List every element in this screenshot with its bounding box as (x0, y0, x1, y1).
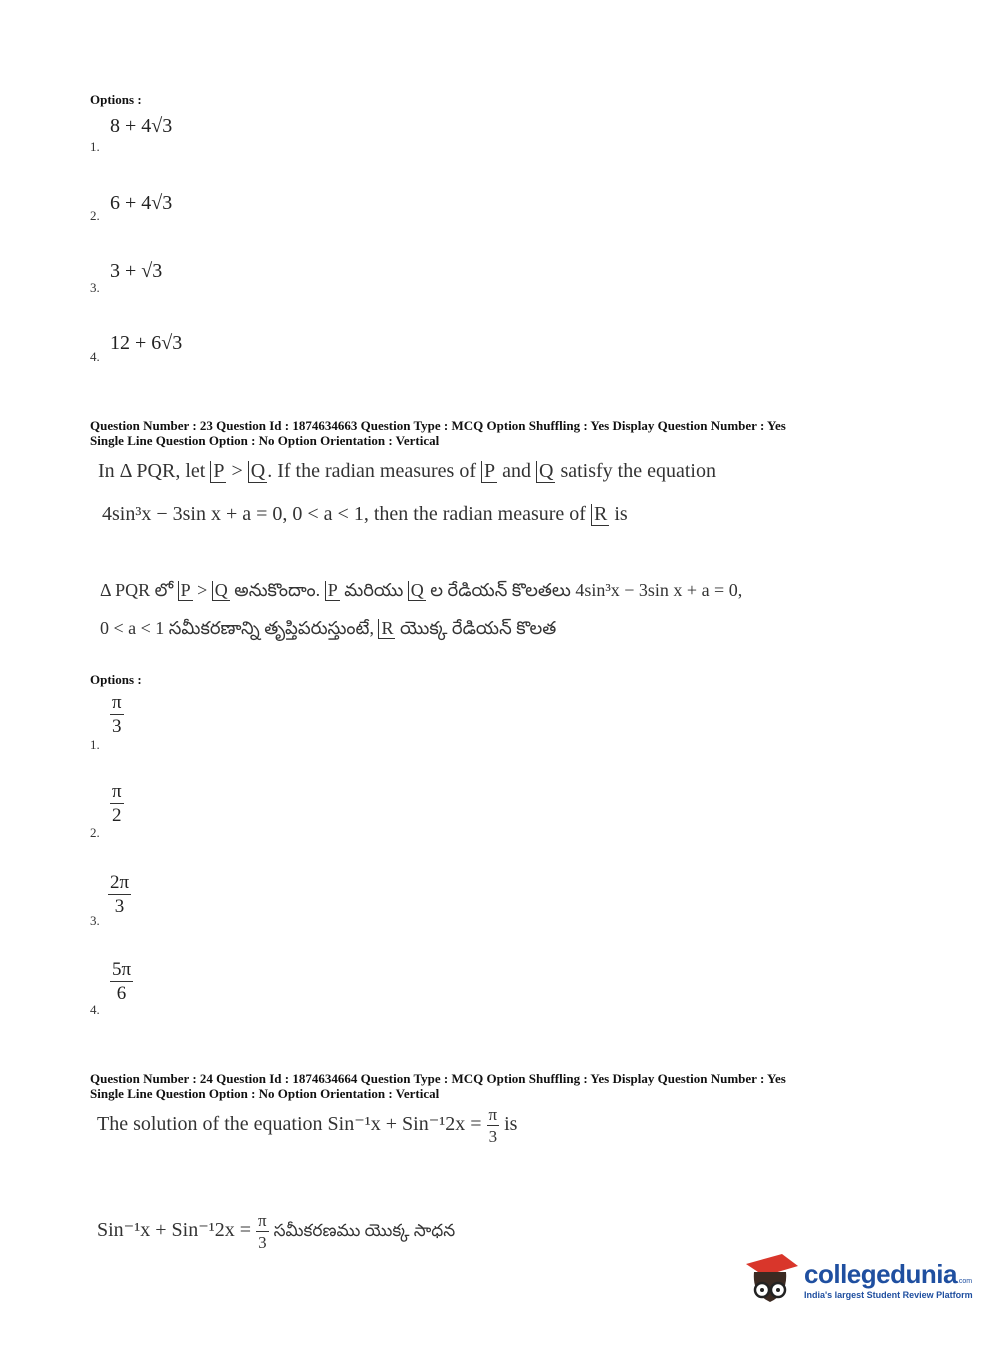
fraction-numerator: π (258, 1211, 267, 1230)
angle-q: Q (536, 461, 555, 483)
fraction-numerator: 5π (112, 959, 132, 980)
angle-p: P (325, 581, 340, 601)
option-value (108, 873, 131, 916)
option-value (110, 782, 124, 825)
fraction-numerator: π (112, 692, 122, 713)
angle-p: P (481, 461, 497, 483)
option-value: 6 + 4√3 (110, 192, 173, 214)
q-text-part: is (504, 1113, 518, 1136)
question-meta: Single Line Question Option : No Option Orientation : Vertical (90, 433, 440, 448)
q-text-part: satisfy the equation (560, 460, 716, 482)
mascot-icon (742, 1250, 800, 1308)
logo-tagline: India's largest Student Review Platform (804, 1289, 973, 1300)
question-text-telugu (100, 580, 742, 605)
angle-p: P (178, 581, 193, 601)
option-number: 4. (90, 349, 100, 364)
question-text-english (98, 460, 716, 483)
question-text-telugu-line2 (100, 618, 556, 643)
equation: 4sin³x − 3sin x + a = 0, (575, 580, 743, 600)
fraction-denominator: 3 (488, 1127, 498, 1146)
fraction-denominator: 3 (114, 896, 125, 917)
q-text-part: మరియు (344, 580, 404, 600)
q-text-part: ల రేడియన్ కొలతలు (430, 580, 571, 600)
option-value (110, 960, 133, 1003)
q-text-part: and (502, 460, 532, 482)
option-number: 3. (90, 280, 100, 295)
q-text-part: Δ PQR లో (100, 580, 174, 600)
q-text-part: is (614, 503, 628, 525)
question-text-telugu (97, 1212, 455, 1251)
question-text-english (97, 1106, 517, 1145)
option-number: 3. (90, 913, 100, 928)
equation: The solution of the equation Sin⁻¹x + Sin⁻¹2x = (97, 1113, 482, 1136)
angle-r: R (591, 504, 609, 526)
q-text-part: , then the radian measure of (363, 503, 586, 525)
angle-p: P (210, 461, 226, 483)
fraction-denominator: 6 (116, 983, 127, 1004)
logo-wordmark: collegedunia (804, 1258, 957, 1289)
fraction-numerator: π (488, 1105, 498, 1124)
question-text-english-line2 (102, 503, 628, 526)
option-number: 4. (90, 1002, 100, 1017)
option-value: 3 + √3 (110, 260, 163, 282)
fraction-numerator: 2π (110, 872, 130, 893)
question-meta: Question Number : 24 Question Id : 1874634664 Question Type : MCQ Option Shuffling : Yes Display Question Number : Yes (90, 1071, 786, 1086)
options-heading: Options : (90, 672, 142, 687)
angle-r: R (378, 619, 395, 639)
question-meta: Single Line Question Option : No Option Orientation : Vertical (90, 1086, 440, 1101)
option-number: 2. (90, 208, 100, 223)
q-text-part: In Δ PQR, let (98, 460, 206, 482)
logo-dotcom: .com (956, 1277, 973, 1285)
equation: Sin⁻¹x + Sin⁻¹2x = (97, 1219, 252, 1242)
option-value: 12 + 6√3 (110, 332, 183, 354)
q-text-part: > (231, 460, 243, 482)
fraction-denominator: 3 (258, 1233, 267, 1252)
angle-q: Q (408, 581, 426, 601)
equation: 4sin³x − 3sin x + a = 0, 0 < a < 1 (102, 503, 364, 525)
option-number: 2. (90, 825, 100, 840)
fraction-denominator: 2 (112, 805, 122, 826)
q-text-part: 0 < a < 1 (100, 618, 165, 638)
q-text-part: . If the radian measures of (267, 460, 476, 482)
q-text-part: > (197, 580, 208, 600)
fraction-denominator: 3 (112, 716, 122, 737)
option-value (110, 693, 124, 736)
q-text-part: సమీకరణాన్ని తృప్తిపరుస్తుంటే, (168, 618, 374, 638)
angle-q: Q (248, 461, 267, 483)
option-value: 8 + 4√3 (110, 115, 173, 137)
question-meta: Question Number : 23 Question Id : 1874634663 Question Type : MCQ Option Shuffling : Yes Display Question Number : Yes (90, 418, 786, 433)
option-number: 1. (90, 139, 100, 154)
option-number: 1. (90, 737, 100, 752)
collegedunia-logo (742, 1250, 973, 1308)
angle-q: Q (212, 581, 230, 601)
fraction-numerator: π (112, 781, 122, 802)
q-text-part: సమీకరణము యొక్క సాధన (273, 1221, 456, 1241)
options-heading: Options : (90, 92, 142, 107)
q-text-part: అనుకొందాం. (234, 580, 321, 600)
q-text-part: యొక్క రేడియన్ కొలత (399, 618, 557, 638)
